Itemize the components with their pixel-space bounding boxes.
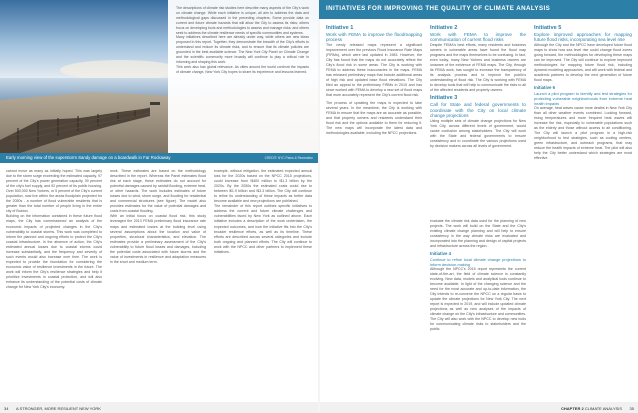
sidebar-paragraph: This work also has global relevance. As cities around the world confront the impacts of climate change, New York City hopes to share its experience and lessons learned. xyxy=(176,64,309,74)
initiative-heading: Initiative 2 xyxy=(430,25,458,31)
initiatives-column-3 xyxy=(534,25,632,399)
sidebar-paragraph: Many initiatives described here are already under way, while others are new ideas proposed in this report. Together, they demonstrate the breadth of the City's efforts to understand and reduce its climate risks, and to ensure that its climate policies are grounded in the best available science. The New York City Panel on Climate Change and the scientific community more broadly will continue to play a critical role in informing and shaping this work. xyxy=(176,35,309,64)
initiative-heading: Initiative 5 xyxy=(534,25,562,31)
initiatives-column-2 xyxy=(430,25,526,215)
initiative-subtitle: Call for State and federal governments to coordinate with the City on local climate change projections xyxy=(430,102,526,119)
footer-right xyxy=(320,402,638,413)
body-paragraph: cannot move as many as initially hoped. This was largely due to the storm surge exceeding the estimated capacity. 97 percent of the City's power generation capacity, 39 percent of the city's fuel supply, and 92 percent of its public housing. Over 500,000 New Yorkers, or 5 percent of the City's current population, now live within the areas floodplain projected for the 2050s - a number of flood vulnerable residents that is greater than the total number of people living in the entire city of Boston. xyxy=(6,169,102,214)
initiatives-column-2-lower xyxy=(430,219,526,399)
initiative-subtitle: Explore improved approaches for mapping future flood risks, incorporating sea level rise xyxy=(534,31,632,43)
body-paragraph: Despite FEMA's best efforts, many residents and business owners in vulnerable areas have found the flood map programs and the maps themselves to be confusing. In fact, even today, many New Yorkers and business owners are unaware of the existence of FEMA maps. The City, through its FEMA work, has sought to increase the transparency of its analysis process and to improve the public's understanding of flood risk. The City is working with FEMA to develop tools that will help to communicate the risks to all of the affected residents and property owners. xyxy=(430,43,526,93)
intro-sidebar xyxy=(168,0,318,153)
body-paragraph: On average, heat waves cause more deaths in New York City than all other weather events combined. Looking forward, rising temperatures and more frequent heat waves will increase the risk, especially to vulnerable populations such as the elderly and those without access to air conditioning. The City will launch a pilot program in a high-risk neighborhood to test strategies, such as cooling centers, green infrastructure, and outreach programs, that may reduce the health impacts of extreme heat. The pilot will also help the City better understand which strategies are most effective. xyxy=(534,105,632,161)
body-paragraph: example, without mitigation, the estimated expected annual loss for the 2020s based on the NPCC 2015 projections, could increase from \$400 million to \$1.3 billion by the 2020s. By the 2050s the estimated costs could rise to between \$1.9 billion and \$3.3 billion. The City will continue to refine its understanding of these impacts as better data become available and new projections are published. xyxy=(214,169,312,204)
initiative-subtitle: Launch a pilot program to identify and test strategies for protecting vulnerable neighborhoods from extreme heat health impacts xyxy=(534,90,632,106)
sidebar-paragraph: The descriptions of climate risk studies here describe many aspects of the City's work on climate change. While each initiative is unique, all aim to address the data and methodological gaps discussed in the preceding chapters. Some provide data on current and future climate hazards that will allow the City to assess its risks; others focus on developing tools and methodologies to assess and manage risks; and others seek to address the climate resilience needs of specific communities and systems. xyxy=(176,6,309,35)
body-paragraph: work. These estimates are based on the methodology described in the report. Whereas the Panel estimates flood risk at each stage, these estimates do not account for potential damages caused by rainfall flooding, extreme heat, or other hazards. The work includes estimates of future losses due to wind, storm surge, and flooding for residential and commercial structures (see figure). The model also provides estimates for the value of potential damages and costs from coastal flooding. xyxy=(110,169,206,214)
body-paragraph: Using multiple sets of climate change projections for New York City, across different levels of government, would cause confusion among stakeholders. The City will work with the State and federal governments to ensure consistency and to coordinate the various projections used by decision makers across all levels of government. xyxy=(430,119,526,149)
page-number-left: 34 xyxy=(4,405,9,411)
chapter-number: CHAPTER 2 xyxy=(561,405,584,411)
body-paragraph: With an initial focus on coastal flood risk, this study leveraged the 2013 FEMA preliminary flood insurance rate maps and estimated losses at the building level using several assumptions about the location and value of properties, structural characteristics, and elevation. The estimates provide a preliminary assessment of the City's vulnerability to future flood losses and damages, including the potential costs associated with future storms and the value of investments in resilience and adaptation measures in the short and medium term. xyxy=(110,214,206,264)
initiative-heading: Initiative 4 xyxy=(430,251,452,257)
body-paragraph: The remainder of this report outlines specific initiatives to address the current and future climate challenges and vulnerabilities faced by New York as outlined above. Each initiative includes a description of the work undertaken, the expected outcomes, and how the initiative fits into the City's broader resilience efforts, as well as its timeline. These efforts are described across several categories and include both ongoing and planned efforts. The City will continue to work with the NPCC and other partners to implement these initiatives. xyxy=(214,204,312,254)
body-paragraph: Although the City and the NPCC have developed future flood maps to show how sea level rise could change flood zones going forward, the methodologies for developing these maps can be improved. The City will continue to explore improved methodologies for mapping future flood risk, including dynamic modeling approaches, and will work with federal and academic partners to develop the next generation of future flood maps. xyxy=(534,43,632,83)
initiative-heading: Initiative 3 xyxy=(430,95,458,102)
photo-caption-bar xyxy=(0,153,318,163)
body-paragraph: The newly released maps represent a significant improvement over the previous Flood Insurance Rate Maps (FIRMs), which were last updated in 1983. However, the City has found that the maps do not accurately reflect the City's flood risk in some areas. The City is working with FEMA to address these inaccuracies in the maps. FEMA has released preliminary maps that include additional areas of high risk and updated base flood elevations. The City filed an appeal to the preliminary FIRMs in 2015 and has since worked with FEMA to develop a new set of flood maps that more accurately represent the City's current flood risk. xyxy=(326,43,422,98)
body-paragraph: evaluate the climate risk data used for the planning of new projects. The work will build on the State and the City's existing climate change planning and will help to ensure consistency in the way climate risks are evaluated and incorporated into the planning and design of capital projects and infrastructure across the region. xyxy=(430,219,526,249)
initiative-subtitle: Work with FEMA to improve the communication of current flood risks xyxy=(430,31,526,43)
chapter-name: CLIMATE ANALYSIS xyxy=(584,405,622,411)
body-paragraph: Although the NPCC's 2015 report represents the current state-of-the-art, the field of climate science is constantly evolving. New data, models and analytical tools continue to become available. In light of the changing science and the need for the most accurate and up-to-date information, the City intends to re-convene the NPCC on a regular basis to update the climate projections for New York City. The next report is expected in 2019, and will include updated climate projections as well as new analyses of the impacts of climate change on the City's infrastructure and communities. The City will also work with the NPCC to develop new tools for communicating climate risks to stakeholders and the public. xyxy=(430,266,526,332)
initiative-subtitle: Work with FEMA to improve the floodmapping process xyxy=(326,31,422,43)
section-header-title: INITIATIVES FOR IMPROVING THE QUALITY OF CLIMATE ANALYSIS xyxy=(326,5,551,12)
chapter-label xyxy=(561,406,622,411)
body-column-1 xyxy=(6,169,102,399)
initiative-heading: Initiative 6 xyxy=(534,85,556,91)
photo-caption: Early morning view of the superstorm Sandy damage on a boardwalk in Far Rockaway xyxy=(6,155,171,160)
body-paragraph: The process of updating the maps is expected to take several years. In the meantime, the City is working with FEMA to ensure that the maps are as accurate as possible, and that property owners and residents understand their flood risk and the options available to them for reducing it. The new maps will incorporate the latest data and methodologies available, including the NPCC projections. xyxy=(326,100,422,135)
body-paragraph: Building on the information contained in these future flood maps, the City has commissioned an analysis of the economic impacts of projected changes in the City's vulnerability to coastal storms. This work was completed to inform the planned and ongoing efforts to protect the City's coastal infrastructure. In the absence of action, the City's estimated annual losses due to coastal storms could increase substantially, and the frequency and severity of such events would also increase over time. The work is expected to provide the foundation for considering the economic value of resilience investments in the future. The work will inform the City's resilience strategies and help it prioritize investments in coastal protection, and will also enhance its understanding of the potential costs of climate change for New York City's economy. xyxy=(6,214,102,290)
initiative-subtitle: Continue to refine local climate change projections to inform decision-making xyxy=(430,256,526,267)
initiative-heading: Initiative 1 xyxy=(326,25,354,31)
page-number-right: 35 xyxy=(629,405,634,411)
photo-credit: CREDIT: NYC Parks & Recreation xyxy=(264,155,313,160)
initiatives-column-1 xyxy=(326,25,422,399)
body-column-2 xyxy=(110,169,206,399)
body-column-3 xyxy=(214,169,312,399)
publication-title: A STRONGER, MORE RESILIENT NEW YORK xyxy=(16,405,101,411)
page-gutter xyxy=(318,0,320,413)
footer-left xyxy=(0,402,318,413)
